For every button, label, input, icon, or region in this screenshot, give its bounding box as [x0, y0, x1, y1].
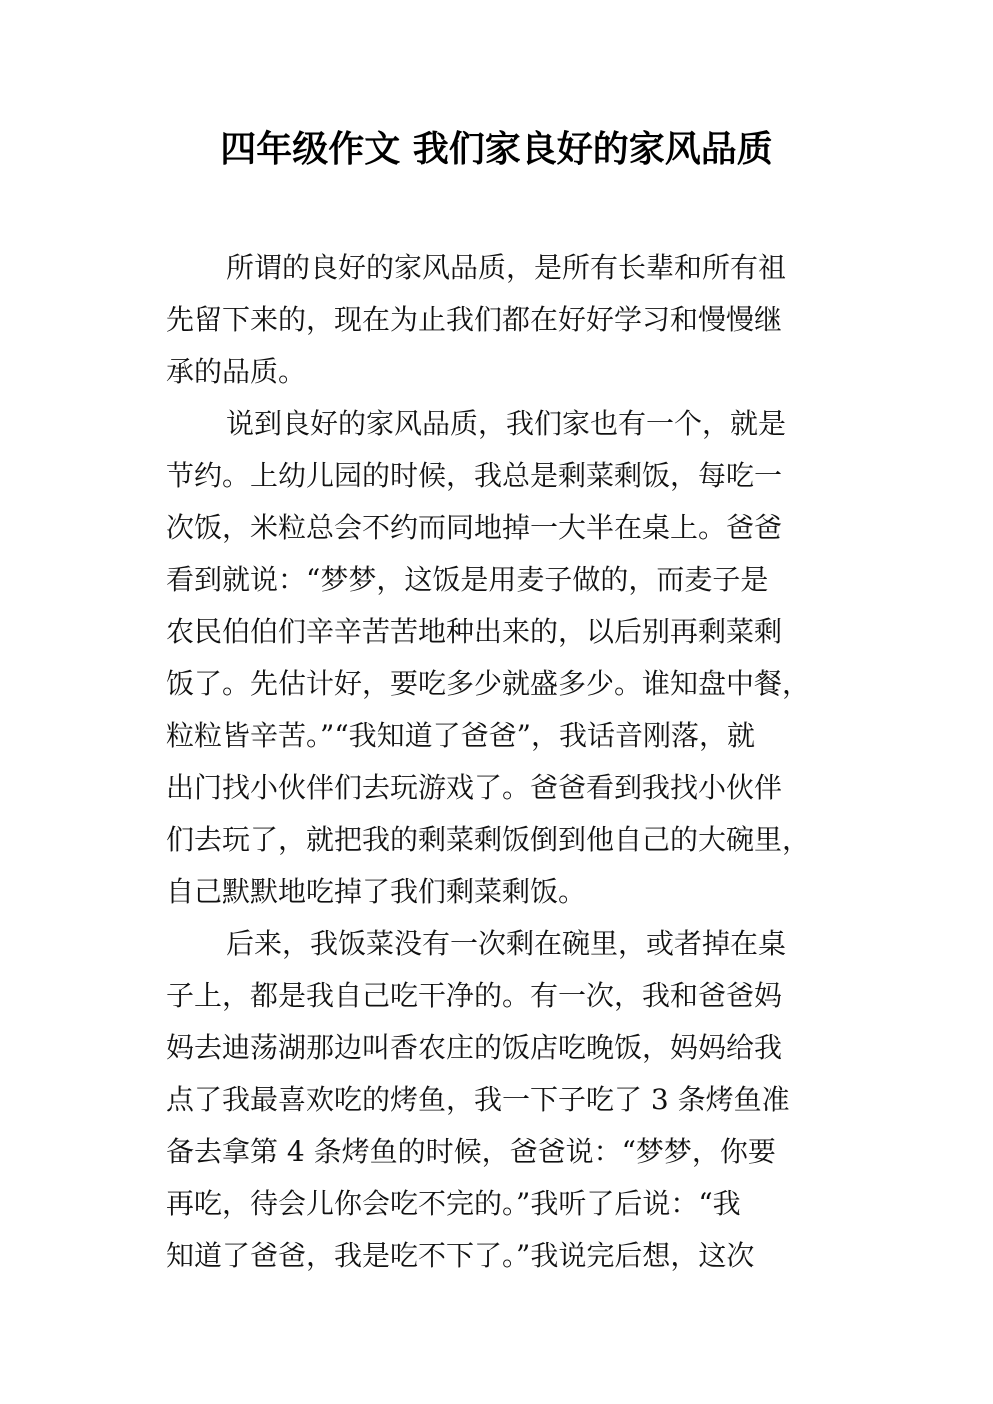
text-line: 粒粒皆辛苦。”“我知道了爸爸”，我话音刚落，就	[166, 719, 755, 752]
text-line: 说到良好的家风品质，我们家也有一个，就是	[226, 407, 787, 440]
text-line: 知道了爸爸，我是吃不下了。”我说完后想，这次	[166, 1239, 755, 1272]
page-title: 四年级作文 我们家良好的家风品质	[220, 129, 773, 170]
text-line: 所谓的良好的家风品质，是所有长辈和所有祖	[226, 251, 787, 284]
text-line: 先留下来的，现在为止我们都在好好学习和慢慢继	[166, 303, 783, 336]
text-line: 饭了。先估计好，要吃多少就盛多少。谁知盘中餐，	[166, 667, 811, 700]
text-line: 妈去迪荡湖那边叫香农庄的饭店吃晚饭，妈妈给我	[166, 1031, 783, 1064]
text-line: 出门找小伙伴们去玩游戏了。爸爸看到我找小伙伴	[166, 771, 783, 804]
text-line: 次饭，米粒总会不约而同地掉一大半在桌上。爸爸	[166, 511, 783, 544]
text-line: 后来，我饭菜没有一次剩在碗里，或者掉在桌	[226, 927, 787, 960]
text-line: 自己默默地吃掉了我们剩菜剩饭。	[166, 875, 587, 908]
text-line: 再吃，待会儿你会吃不完的。”我听了后说：“我	[166, 1187, 741, 1220]
text-line: 承的品质。	[166, 355, 307, 388]
text-line: 们去玩了，就把我的剩菜剩饭倒到他自己的大碗里，	[166, 823, 811, 856]
text-line: 备去拿第 4 条烤鱼的时候，爸爸说：“梦梦，你要	[166, 1135, 776, 1168]
text-line: 点了我最喜欢吃的烤鱼，我一下子吃了 3 条烤鱼准	[166, 1083, 790, 1116]
text-line: 节约。上幼儿园的时候，我总是剩菜剩饭，每吃一	[166, 459, 783, 492]
text-line: 农民伯伯们辛辛苦苦地种出来的，以后别再剩菜剩	[166, 615, 783, 648]
text-line: 子上，都是我自己吃干净的。有一次，我和爸爸妈	[166, 979, 783, 1012]
text-line: 看到就说：“梦梦，这饭是用麦子做的，而麦子是	[166, 563, 769, 596]
